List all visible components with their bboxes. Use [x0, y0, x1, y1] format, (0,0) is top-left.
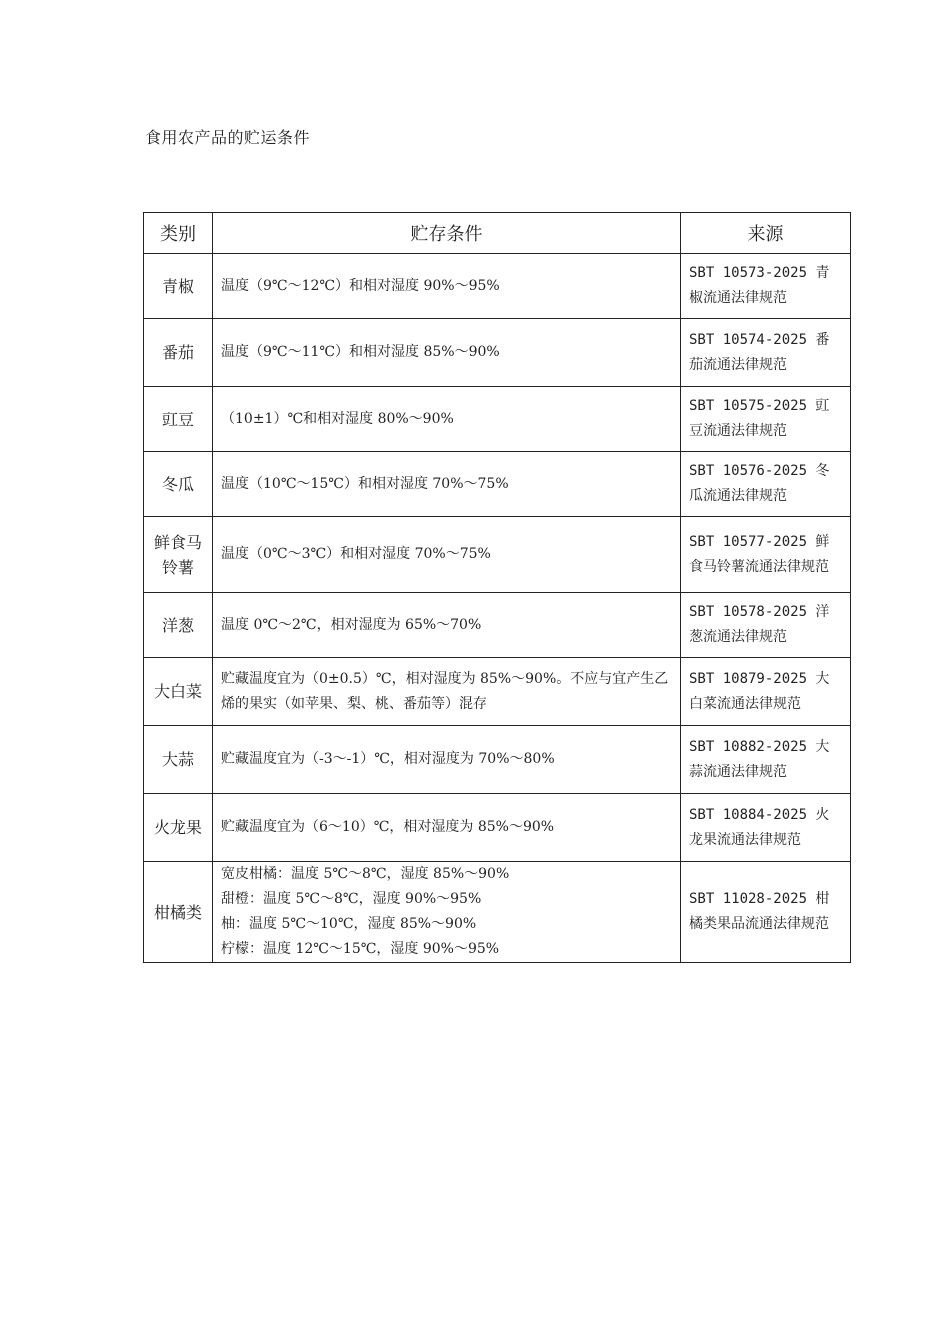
header-source: 来源	[681, 213, 851, 254]
table-row	[144, 319, 851, 387]
source-cell: SBT 10574-2025 番茄流通法律规范	[681, 319, 851, 387]
source-cell: SBT 10577-2025 鲜食马铃薯流通法律规范	[681, 517, 851, 593]
table-row	[144, 517, 851, 593]
document-title: 食用农产品的贮运条件	[145, 128, 311, 147]
table-row	[144, 794, 851, 862]
condition-cell	[213, 726, 681, 794]
table-row	[144, 452, 851, 517]
table-row	[144, 726, 851, 794]
category-cell: 番茄	[144, 319, 213, 387]
category-cell: 火龙果	[144, 794, 213, 862]
category-cell: 洋葱	[144, 593, 213, 658]
condition-line: 温度（9℃～12℃）和相对湿度 90%～95%	[221, 277, 500, 294]
table-header-row	[144, 213, 851, 254]
condition-cell	[213, 452, 681, 517]
condition-cell	[213, 517, 681, 593]
category-cell: 鲜食马铃薯	[144, 517, 213, 593]
condition-cell	[213, 254, 681, 319]
category-cell: 豇豆	[144, 387, 213, 452]
condition-line: 柚：温度 5℃～10℃，湿度 85%～90%	[221, 916, 477, 932]
category-cell: 青椒	[144, 254, 213, 319]
table-row	[144, 658, 851, 726]
source-cell: SBT 10575-2025 豇豆流通法律规范	[681, 387, 851, 452]
condition-line: 贮藏温度宜为（-3～-1）℃，相对湿度为 70%～80%	[221, 751, 555, 767]
condition-line: 宽皮柑橘：温度 5℃～8℃，湿度 85%～90%	[221, 866, 510, 882]
condition-line: 贮藏温度宜为（0±0.5）℃，相对湿度为 85%～90%。不应与宜产生乙烯的果实（如苹果、梨、桃、番茄等）混存	[221, 670, 669, 712]
header-condition: 贮存条件	[213, 213, 681, 254]
source-cell: SBT 10879-2025 大白菜流通法律规范	[681, 658, 851, 726]
source-cell: SBT 10576-2025 冬瓜流通法律规范	[681, 452, 851, 517]
condition-line: 温度（10℃～15℃）和相对湿度 70%～75%	[221, 475, 509, 492]
storage-conditions-table	[143, 212, 851, 963]
condition-cell	[213, 387, 681, 452]
source-cell: SBT 10884-2025 火龙果流通法律规范	[681, 794, 851, 862]
condition-line: 贮藏温度宜为（6～10）℃，相对湿度为 85%～90%	[221, 819, 555, 835]
category-cell: 冬瓜	[144, 452, 213, 517]
condition-line: 甜橙：温度 5℃～8℃，湿度 90%～95%	[221, 891, 482, 907]
condition-cell	[213, 658, 681, 726]
condition-cell	[213, 593, 681, 658]
header-category: 类别	[144, 213, 213, 254]
condition-line: （10±1）℃和相对湿度 80%～90%	[221, 410, 454, 427]
condition-line: 柠檬：温度 12℃～15℃，湿度 90%～95%	[221, 941, 500, 957]
table-row	[144, 862, 851, 963]
condition-cell	[213, 794, 681, 862]
source-cell: SBT 10573-2025 青椒流通法律规范	[681, 254, 851, 319]
condition-line: 温度（0℃～3℃）和相对湿度 70%～75%	[221, 546, 491, 562]
source-cell: SBT 10882-2025 大蒜流通法律规范	[681, 726, 851, 794]
category-cell: 大白菜	[144, 658, 213, 726]
table-row	[144, 387, 851, 452]
condition-line: 温度（9℃～11℃）和相对湿度 85%～90%	[221, 344, 500, 360]
source-cell: SBT 11028-2025 柑橘类果品流通法律规范	[681, 862, 851, 963]
condition-cell	[213, 319, 681, 387]
condition-cell	[213, 862, 681, 963]
table-row	[144, 593, 851, 658]
condition-line: 温度 0℃～2℃，相对湿度为 65%～70%	[221, 616, 482, 633]
table-row	[144, 254, 851, 319]
category-cell: 大蒜	[144, 726, 213, 794]
source-cell: SBT 10578-2025 洋葱流通法律规范	[681, 593, 851, 658]
category-cell: 柑橘类	[144, 862, 213, 963]
